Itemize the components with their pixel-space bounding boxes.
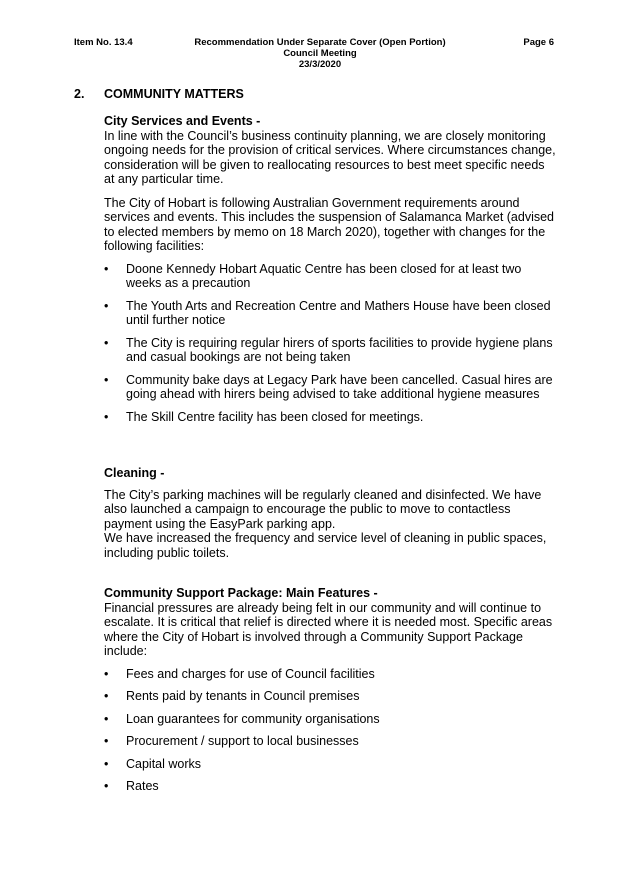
- list-item: • Loan guarantees for community organisations: [104, 712, 556, 727]
- city-services-para1: In line with the Council’s business continuity planning, we are closely monitoring ongoing needs for the provision of critical services. Where circumstances change, consideration will be given to reallocating resources to best meet specific needs at any particular time.: [104, 128, 556, 186]
- city-services-heading: City Services and Events -: [104, 114, 261, 128]
- list-item: • Rates: [104, 779, 556, 794]
- cleaning-para2: We have increased the frequency and service level of cleaning in public spaces, including public toilets.: [104, 531, 547, 560]
- support-list: [104, 667, 556, 794]
- list-item: • The Skill Centre facility has been closed for meetings.: [104, 410, 556, 425]
- list-item: • Rents paid by tenants in Council premises: [104, 689, 556, 704]
- support-para1: Financial pressures are already being felt in our community and will continue to escalate. It is critical that relief is directed where it is needed most. Specific areas where the City of Hobart is involved through a Community Support Package include:: [104, 600, 553, 658]
- list-item: • Community bake days at Legacy Park have been cancelled. Casual hires are going ahead with hirers being advised to take additional hygiene measures: [104, 373, 556, 402]
- document-header: [150, 37, 490, 70]
- city-services-block: [104, 114, 556, 424]
- header-date: 23/3/2020: [298, 59, 342, 70]
- list-item: • Capital works: [104, 757, 556, 772]
- section-number: 2.: [74, 87, 85, 101]
- cleaning-para1: The City’s parking machines will be regularly cleaned and disinfected. We have also launched a campaign to encourage the public to move to contactless payment using the EasyPark parking app.: [104, 487, 542, 531]
- list-item: • Procurement / support to local businesses: [104, 734, 556, 749]
- cleaning-block: [104, 466, 556, 560]
- list-item: • Doone Kennedy Hobart Aquatic Centre has been closed for at least two weeks as a precaution: [104, 262, 556, 291]
- support-block: [104, 586, 556, 794]
- header-meeting: Council Meeting: [283, 48, 357, 59]
- header-title: Recommendation Under Separate Cover (Open Portion): [194, 37, 446, 48]
- section-title: COMMUNITY MATTERS: [104, 87, 244, 101]
- facilities-list: [104, 262, 556, 425]
- item-number: Item No. 13.4: [74, 37, 133, 48]
- list-item: • Fees and charges for use of Council facilities: [104, 667, 556, 682]
- page-number: Page 6: [523, 37, 554, 48]
- support-heading: Community Support Package: Main Features -: [104, 586, 378, 600]
- list-item: • The Youth Arts and Recreation Centre and Mathers House have been closed until further notice: [104, 299, 556, 328]
- section-heading: [74, 87, 244, 101]
- cleaning-heading: Cleaning -: [104, 466, 165, 480]
- list-item: • The City is requiring regular hirers of sports facilities to provide hygiene plans and casual bookings are not being taken: [104, 336, 556, 365]
- city-services-para2: The City of Hobart is following Australian Government requirements around services and events. This includes the suspension of Salamanca Market (advised to elected members by memo on 18 March 2020), together with changes for the following facilities:: [104, 195, 555, 253]
